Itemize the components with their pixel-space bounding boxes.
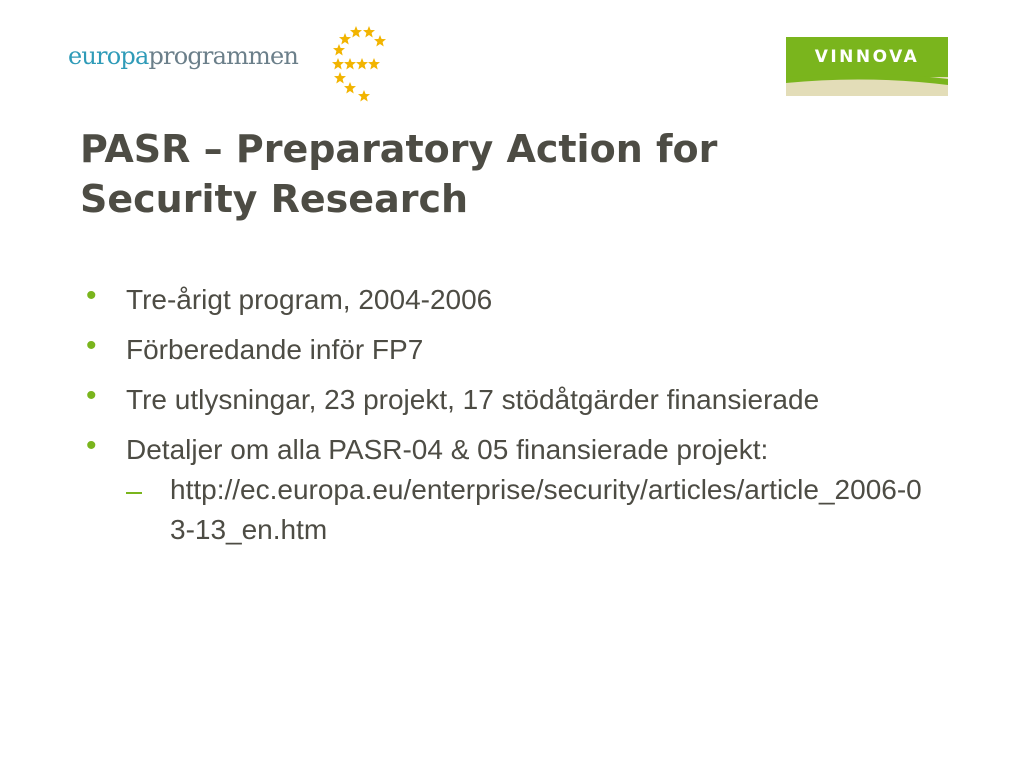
bullet-dot-icon: • — [86, 379, 97, 412]
europaprogrammen-wordmark — [68, 44, 298, 68]
star-icon — [374, 35, 386, 47]
slide-title-line1: PASR – Preparatory Action for — [80, 127, 718, 171]
vinnova-logo — [786, 37, 948, 96]
star-icon — [344, 82, 356, 94]
europaprogrammen-logo — [68, 24, 408, 108]
bullet-text: Tre utlysningar, 23 projekt, 17 stödåtgärder finansierade — [126, 384, 820, 415]
logo-word-programmen: programmen — [148, 42, 299, 70]
star-icon — [363, 26, 375, 38]
star-icon — [368, 58, 380, 70]
bullet-dot-icon: • — [86, 329, 97, 362]
star-icon — [358, 90, 370, 102]
bullet-text: Förberedande inför FP7 — [126, 334, 424, 365]
bullet-item — [86, 380, 946, 420]
star-icon — [332, 58, 344, 70]
star-icon — [339, 33, 351, 45]
project-link[interactable]: http://ec.europa.eu/enterprise/security/articles/article_2006-03-13_en.htm — [170, 474, 922, 545]
bullet-item — [86, 430, 946, 550]
star-icon — [334, 72, 346, 84]
bullet-item — [86, 330, 946, 370]
vinnova-wordmark: VINNOVA — [814, 47, 920, 67]
bullet-dot-icon: • — [86, 429, 97, 462]
bullet-list — [86, 280, 946, 560]
star-icon — [356, 58, 368, 70]
bullet-dot-icon: • — [86, 279, 97, 312]
star-icon — [333, 44, 345, 56]
dash-icon — [126, 470, 156, 510]
sub-bullet-list — [126, 470, 946, 550]
logo-word-europa: europa — [68, 42, 149, 70]
bullet-text: Tre-årigt program, 2004-2006 — [126, 284, 493, 315]
slide-title — [80, 124, 840, 224]
star-icon — [350, 26, 362, 38]
eu-stars-icon — [326, 24, 406, 108]
vinnova-swoosh-icon — [786, 71, 948, 85]
star-icon — [344, 58, 356, 70]
bullet-item — [86, 280, 946, 320]
slide-title-line2: Security Research — [80, 177, 469, 221]
bullet-text: Detaljer om alla PASR-04 & 05 finansierade projekt: — [126, 434, 769, 465]
sub-bullet-item — [126, 470, 935, 550]
